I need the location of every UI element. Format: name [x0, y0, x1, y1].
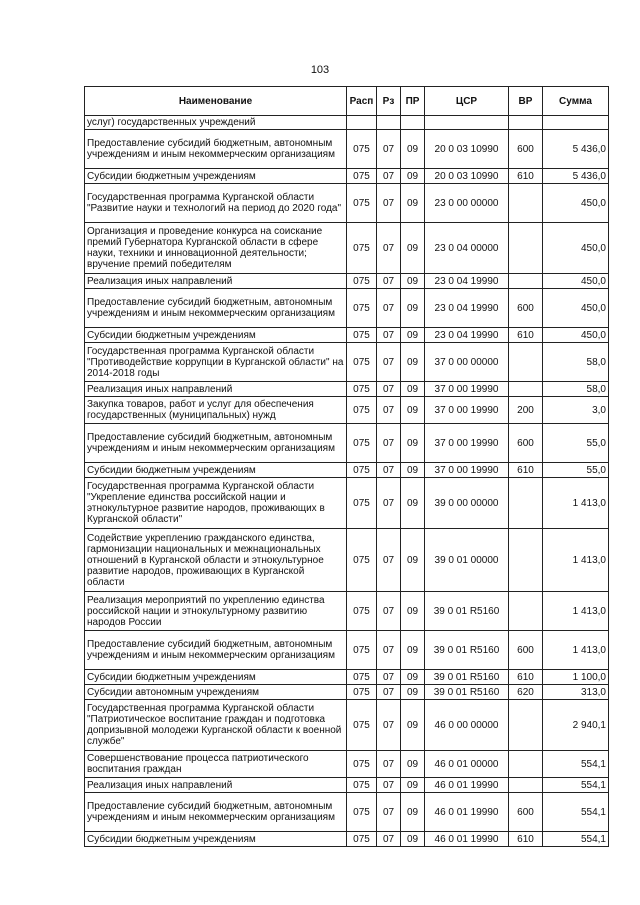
cell-sum: 554,1	[543, 778, 609, 793]
cell-vr	[509, 529, 543, 592]
cell-csr: 20 0 03 10990	[425, 130, 509, 169]
cell-csr: 46 0 01 19990	[425, 778, 509, 793]
cell-name: Организация и проведение конкурса на соискание премий Губернатора Курганской области в сфере науки, техники и инновационной деятельности; вручение премий победителям	[85, 223, 347, 274]
cell-sum: 1 413,0	[543, 478, 609, 529]
cell-name: Субсидии бюджетным учреждениям	[85, 463, 347, 478]
cell-rz: 07	[377, 778, 401, 793]
cell-vr	[509, 478, 543, 529]
cell-rasp: 075	[347, 382, 377, 397]
cell-csr: 23 0 04 00000	[425, 223, 509, 274]
cell-vr: 200	[509, 397, 543, 424]
cell-name: Государственная программа Курганской области "Развитие науки и технологий на период до 2020 года"	[85, 184, 347, 223]
cell-rz: 07	[377, 382, 401, 397]
cell-vr: 600	[509, 424, 543, 463]
cell-sum: 450,0	[543, 274, 609, 289]
cell-rz: 07	[377, 274, 401, 289]
table-row	[85, 328, 609, 343]
cell-rasp: 075	[347, 463, 377, 478]
table-row	[85, 130, 609, 169]
cell-pr: 09	[401, 778, 425, 793]
cell-rz: 07	[377, 463, 401, 478]
cell-vr	[509, 343, 543, 382]
cell-rasp: 075	[347, 685, 377, 700]
cell-rasp: 075	[347, 529, 377, 592]
cell-pr: 09	[401, 592, 425, 631]
cell-rasp: 075	[347, 631, 377, 670]
cell-rasp: 075	[347, 592, 377, 631]
cell-sum: 55,0	[543, 424, 609, 463]
table-row	[85, 529, 609, 592]
cell-name: Предоставление субсидий бюджетным, автономным учреждениям и иным некоммерческим организациям	[85, 424, 347, 463]
table-row	[85, 832, 609, 847]
cell-name: Совершенствование процесса патриотического воспитания граждан	[85, 751, 347, 778]
cell-csr: 39 0 00 00000	[425, 478, 509, 529]
cell-csr: 39 0 01 R5160	[425, 685, 509, 700]
cell-rz: 07	[377, 700, 401, 751]
cell-pr: 09	[401, 478, 425, 529]
cell-rasp: 075	[347, 184, 377, 223]
cell-vr: 610	[509, 328, 543, 343]
cell-pr: 09	[401, 685, 425, 700]
cell-rz: 07	[377, 478, 401, 529]
cell-rasp: 075	[347, 478, 377, 529]
cell-csr: 37 0 00 19990	[425, 424, 509, 463]
cell-pr: 09	[401, 424, 425, 463]
table-row	[85, 169, 609, 184]
cell-vr	[509, 274, 543, 289]
cell-rasp: 075	[347, 328, 377, 343]
cell-rasp: 075	[347, 700, 377, 751]
cell-name: Субсидии бюджетным учреждениям	[85, 328, 347, 343]
cell-sum: 1 413,0	[543, 592, 609, 631]
cell-name: Содействие укреплению гражданского единства, гармонизации национальных и межнациональных отношений в Курганской области и этнокультурное развитие народов, проживающих в Курганской области	[85, 529, 347, 592]
cell-rz: 07	[377, 424, 401, 463]
cell-sum: 3,0	[543, 397, 609, 424]
cell-pr: 09	[401, 289, 425, 328]
cell-csr: 37 0 00 00000	[425, 343, 509, 382]
cell-vr: 610	[509, 463, 543, 478]
cell-rasp	[347, 116, 377, 130]
cell-name: Реализация иных направлений	[85, 274, 347, 289]
cell-rz: 07	[377, 670, 401, 685]
cell-vr: 610	[509, 832, 543, 847]
table-row	[85, 778, 609, 793]
cell-name: Предоставление субсидий бюджетным, автономным учреждениям и иным некоммерческим организациям	[85, 631, 347, 670]
cell-rasp: 075	[347, 832, 377, 847]
cell-name: Государственная программа Курганской области "Укрепление единства российской нации и этнокультурное развитие народов, проживающих в Курганской области"	[85, 478, 347, 529]
cell-vr: 600	[509, 793, 543, 832]
table-row	[85, 274, 609, 289]
cell-rz: 07	[377, 169, 401, 184]
cell-sum: 450,0	[543, 223, 609, 274]
cell-name: Государственная программа Курганской области "Патриотическое воспитание граждан и подготовка допризывной молодежи Курганской области к военной службе"	[85, 700, 347, 751]
cell-sum: 58,0	[543, 343, 609, 382]
cell-pr: 09	[401, 169, 425, 184]
cell-sum: 55,0	[543, 463, 609, 478]
cell-sum: 554,1	[543, 832, 609, 847]
cell-name: Реализация мероприятий по укреплению единства российской нации и этнокультурному развитию народов России	[85, 592, 347, 631]
cell-csr: 46 0 01 00000	[425, 751, 509, 778]
cell-pr: 09	[401, 751, 425, 778]
cell-vr: 620	[509, 685, 543, 700]
cell-vr: 610	[509, 670, 543, 685]
cell-name: услуг) государственных учреждений	[85, 116, 347, 130]
cell-csr: 46 0 00 00000	[425, 700, 509, 751]
cell-sum: 1 413,0	[543, 631, 609, 670]
cell-name: Субсидии бюджетным учреждениям	[85, 169, 347, 184]
table-row	[85, 751, 609, 778]
cell-sum: 5 436,0	[543, 130, 609, 169]
cell-csr	[425, 116, 509, 130]
cell-rasp: 075	[347, 289, 377, 328]
cell-pr: 09	[401, 700, 425, 751]
cell-rz: 07	[377, 223, 401, 274]
cell-name: Закупка товаров, работ и услуг для обеспечения государственных (муниципальных) нужд	[85, 397, 347, 424]
cell-rasp: 075	[347, 751, 377, 778]
cell-rz: 07	[377, 592, 401, 631]
cell-sum: 5 436,0	[543, 169, 609, 184]
cell-pr: 09	[401, 223, 425, 274]
cell-sum: 58,0	[543, 382, 609, 397]
cell-csr: 39 0 01 R5160	[425, 670, 509, 685]
cell-vr: 600	[509, 289, 543, 328]
table-row	[85, 463, 609, 478]
cell-rz: 07	[377, 397, 401, 424]
cell-pr: 09	[401, 631, 425, 670]
cell-pr: 09	[401, 328, 425, 343]
cell-vr	[509, 751, 543, 778]
cell-vr	[509, 223, 543, 274]
cell-pr: 09	[401, 397, 425, 424]
cell-rz: 07	[377, 343, 401, 382]
cell-name: Субсидии бюджетным учреждениям	[85, 670, 347, 685]
cell-rz: 07	[377, 631, 401, 670]
cell-pr: 09	[401, 130, 425, 169]
header-rasp: Расп	[347, 87, 377, 116]
table-row	[85, 382, 609, 397]
cell-sum: 450,0	[543, 289, 609, 328]
header-rz: Рз	[377, 87, 401, 116]
cell-rz: 07	[377, 685, 401, 700]
cell-rz: 07	[377, 289, 401, 328]
table-row	[85, 592, 609, 631]
cell-name: Государственная программа Курганской области "Противодействие коррупции в Курганской области" на 2014-2018 годы	[85, 343, 347, 382]
cell-vr	[509, 700, 543, 751]
cell-csr: 23 0 04 19990	[425, 328, 509, 343]
cell-vr: 600	[509, 130, 543, 169]
cell-rasp: 075	[347, 343, 377, 382]
cell-pr: 09	[401, 343, 425, 382]
cell-rz: 07	[377, 529, 401, 592]
cell-pr	[401, 116, 425, 130]
header-name: Наименование	[85, 87, 347, 116]
cell-csr: 23 0 04 19990	[425, 274, 509, 289]
table-row	[85, 184, 609, 223]
table-row	[85, 116, 609, 130]
cell-rasp: 075	[347, 130, 377, 169]
cell-rasp: 075	[347, 793, 377, 832]
cell-rz	[377, 116, 401, 130]
table-row	[85, 223, 609, 274]
cell-rz: 07	[377, 184, 401, 223]
cell-sum: 313,0	[543, 685, 609, 700]
cell-vr	[509, 592, 543, 631]
table-row	[85, 793, 609, 832]
header-vr: ВР	[509, 87, 543, 116]
header-row	[85, 87, 609, 116]
cell-rasp: 075	[347, 424, 377, 463]
cell-sum: 2 940,1	[543, 700, 609, 751]
cell-csr: 37 0 00 19990	[425, 463, 509, 478]
table-row	[85, 289, 609, 328]
cell-csr: 37 0 00 19990	[425, 382, 509, 397]
cell-pr: 09	[401, 274, 425, 289]
cell-pr: 09	[401, 529, 425, 592]
table-row	[85, 343, 609, 382]
cell-csr: 23 0 00 00000	[425, 184, 509, 223]
cell-name: Реализация иных направлений	[85, 778, 347, 793]
table-row	[85, 478, 609, 529]
cell-rasp: 075	[347, 274, 377, 289]
cell-name: Предоставление субсидий бюджетным, автономным учреждениям и иным некоммерческим организациям	[85, 793, 347, 832]
table-row	[85, 700, 609, 751]
cell-pr: 09	[401, 382, 425, 397]
cell-csr: 20 0 03 10990	[425, 169, 509, 184]
cell-name: Реализация иных направлений	[85, 382, 347, 397]
table-body	[85, 116, 609, 847]
cell-sum: 450,0	[543, 184, 609, 223]
cell-rz: 07	[377, 328, 401, 343]
page-number: 103	[310, 64, 330, 76]
header-csr: ЦСР	[425, 87, 509, 116]
table-row	[85, 670, 609, 685]
cell-csr: 46 0 01 19990	[425, 832, 509, 847]
cell-csr: 39 0 01 R5160	[425, 631, 509, 670]
cell-pr: 09	[401, 793, 425, 832]
cell-rz: 07	[377, 793, 401, 832]
budget-table	[84, 86, 609, 847]
cell-sum: 1 100,0	[543, 670, 609, 685]
cell-csr: 37 0 00 19990	[425, 397, 509, 424]
cell-csr: 23 0 04 19990	[425, 289, 509, 328]
cell-csr: 39 0 01 00000	[425, 529, 509, 592]
cell-sum	[543, 116, 609, 130]
cell-pr: 09	[401, 670, 425, 685]
cell-sum: 554,1	[543, 751, 609, 778]
cell-sum: 1 413,0	[543, 529, 609, 592]
cell-vr	[509, 382, 543, 397]
cell-rasp: 075	[347, 223, 377, 274]
header-sum: Сумма	[543, 87, 609, 116]
table-row	[85, 685, 609, 700]
cell-csr: 39 0 01 R5160	[425, 592, 509, 631]
cell-name: Предоставление субсидий бюджетным, автономным учреждениям и иным некоммерческим организациям	[85, 130, 347, 169]
cell-vr: 600	[509, 631, 543, 670]
table-row	[85, 631, 609, 670]
cell-rz: 07	[377, 130, 401, 169]
cell-name: Субсидии автономным учреждениям	[85, 685, 347, 700]
cell-sum: 554,1	[543, 793, 609, 832]
cell-name: Субсидии бюджетным учреждениям	[85, 832, 347, 847]
cell-vr: 610	[509, 169, 543, 184]
cell-vr	[509, 184, 543, 223]
cell-rz: 07	[377, 832, 401, 847]
cell-vr	[509, 116, 543, 130]
cell-pr: 09	[401, 832, 425, 847]
cell-pr: 09	[401, 184, 425, 223]
cell-rz: 07	[377, 751, 401, 778]
cell-rasp: 075	[347, 397, 377, 424]
header-pr: ПР	[401, 87, 425, 116]
cell-pr: 09	[401, 463, 425, 478]
cell-csr: 46 0 01 19990	[425, 793, 509, 832]
cell-rasp: 075	[347, 778, 377, 793]
table-row	[85, 397, 609, 424]
cell-name: Предоставление субсидий бюджетным, автономным учреждениям и иным некоммерческим организациям	[85, 289, 347, 328]
cell-rasp: 075	[347, 670, 377, 685]
cell-rasp: 075	[347, 169, 377, 184]
table-row	[85, 424, 609, 463]
cell-sum: 450,0	[543, 328, 609, 343]
cell-vr	[509, 778, 543, 793]
